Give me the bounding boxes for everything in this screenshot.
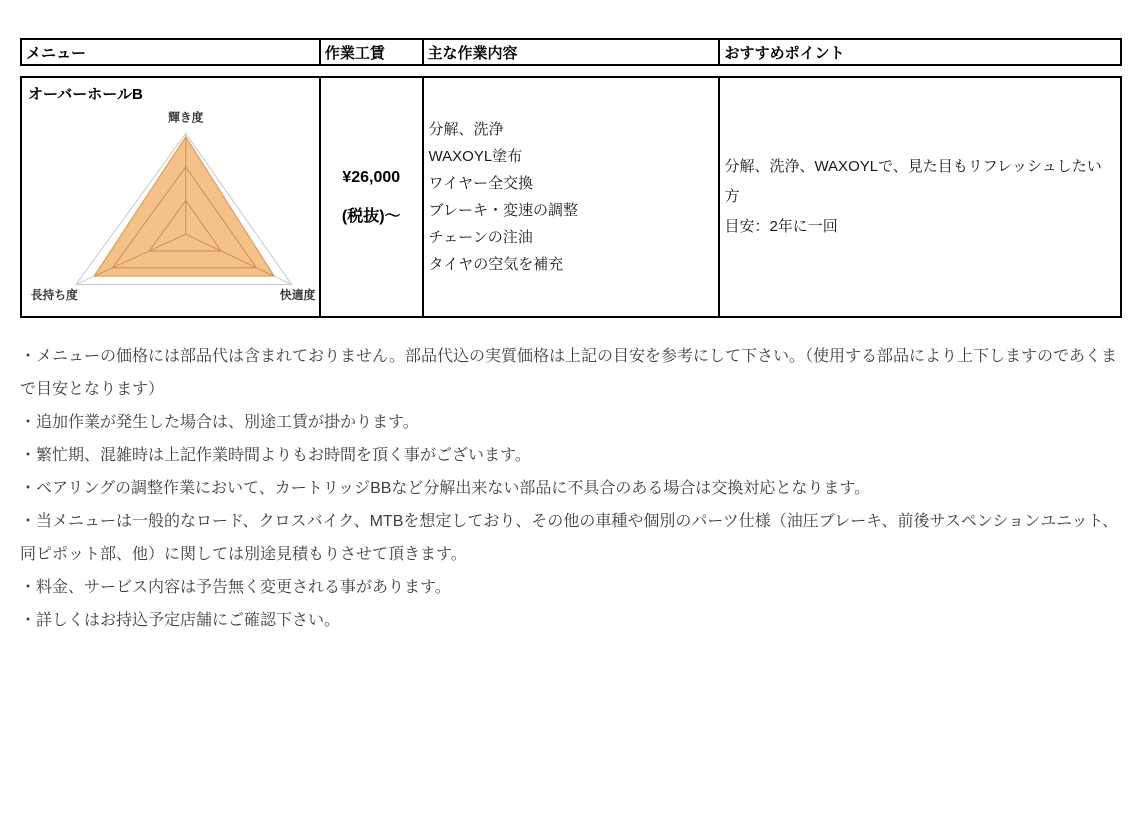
- header-recommend-points: おすすめポイント: [718, 40, 1120, 64]
- work-item: WAXOYL塗布: [428, 148, 523, 165]
- note-item: ・詳しくはお持込予定店舗にご確認下さい。: [20, 612, 341, 629]
- recommend-cell: [718, 78, 1120, 316]
- service-menu-table: [20, 38, 1122, 318]
- notes-section: [20, 340, 1124, 637]
- work-content-cell: [422, 78, 719, 316]
- recommend-text: 分解、洗浄、WAXOYLで、見た目もリフレッシュしたい方: [724, 158, 1102, 205]
- work-item: ワイヤー全交換: [428, 175, 534, 192]
- price-tax-note: (税抜)～: [341, 207, 401, 225]
- work-item: 分解、洗浄: [428, 121, 504, 138]
- recommend-guide: 目安：2年に一回: [724, 218, 838, 235]
- work-item: ブレーキ・変速の調整: [428, 202, 578, 219]
- menu-title: オーバーホールB: [28, 86, 143, 103]
- note-item: ・繁忙期、混雑時は上記作業時間よりもお時間を頂く事がございます。: [20, 447, 531, 464]
- radar-chart: [28, 106, 318, 312]
- note-item: ・メニューの価格には部品代は含まれておりません。部品代込の実質価格は上記の目安を参考にして下さい。（使用する部品により上下しますのであくまで目安となります）: [20, 348, 1117, 398]
- work-item: タイヤの空気を補充: [428, 256, 564, 273]
- note-item: ・料金、サービス内容は予告無く変更される事があります。: [20, 579, 451, 596]
- price-cell: [319, 78, 422, 316]
- table-header-row: [20, 38, 1122, 66]
- price-amount: ¥26,000: [342, 168, 401, 186]
- note-item: ・ベアリングの調整作業において、カートリッジBBなど分解出来ない部品に不具合のある場合は交換対応となります。: [20, 480, 871, 497]
- menu-cell: [22, 78, 319, 316]
- note-item: ・追加作業が発生した場合は、別途工賃が掛かります。: [20, 414, 419, 431]
- table-body-row: [20, 76, 1122, 318]
- radar-axis-label-top: 輝き度: [168, 111, 204, 125]
- note-item: ・当メニューは一般的なロード、クロスバイク、MTBを想定しており、その他の車種や個別のパーツ仕様（油圧ブレーキ、前後サスペンションユニット、同ピポット部、他）に関しては別途見積もりさせて頂きます。: [20, 513, 1119, 563]
- header-labor-cost: 作業工賃: [319, 40, 422, 64]
- radar-axis-label-right: 快適度: [279, 289, 316, 303]
- header-menu: メニュー: [26, 44, 87, 62]
- header-work-content: 主な作業内容: [422, 40, 719, 64]
- work-item: チェーンの注油: [428, 229, 533, 246]
- radar-axis-label-left: 長持ち度: [30, 289, 78, 303]
- radar-generated: [76, 133, 292, 284]
